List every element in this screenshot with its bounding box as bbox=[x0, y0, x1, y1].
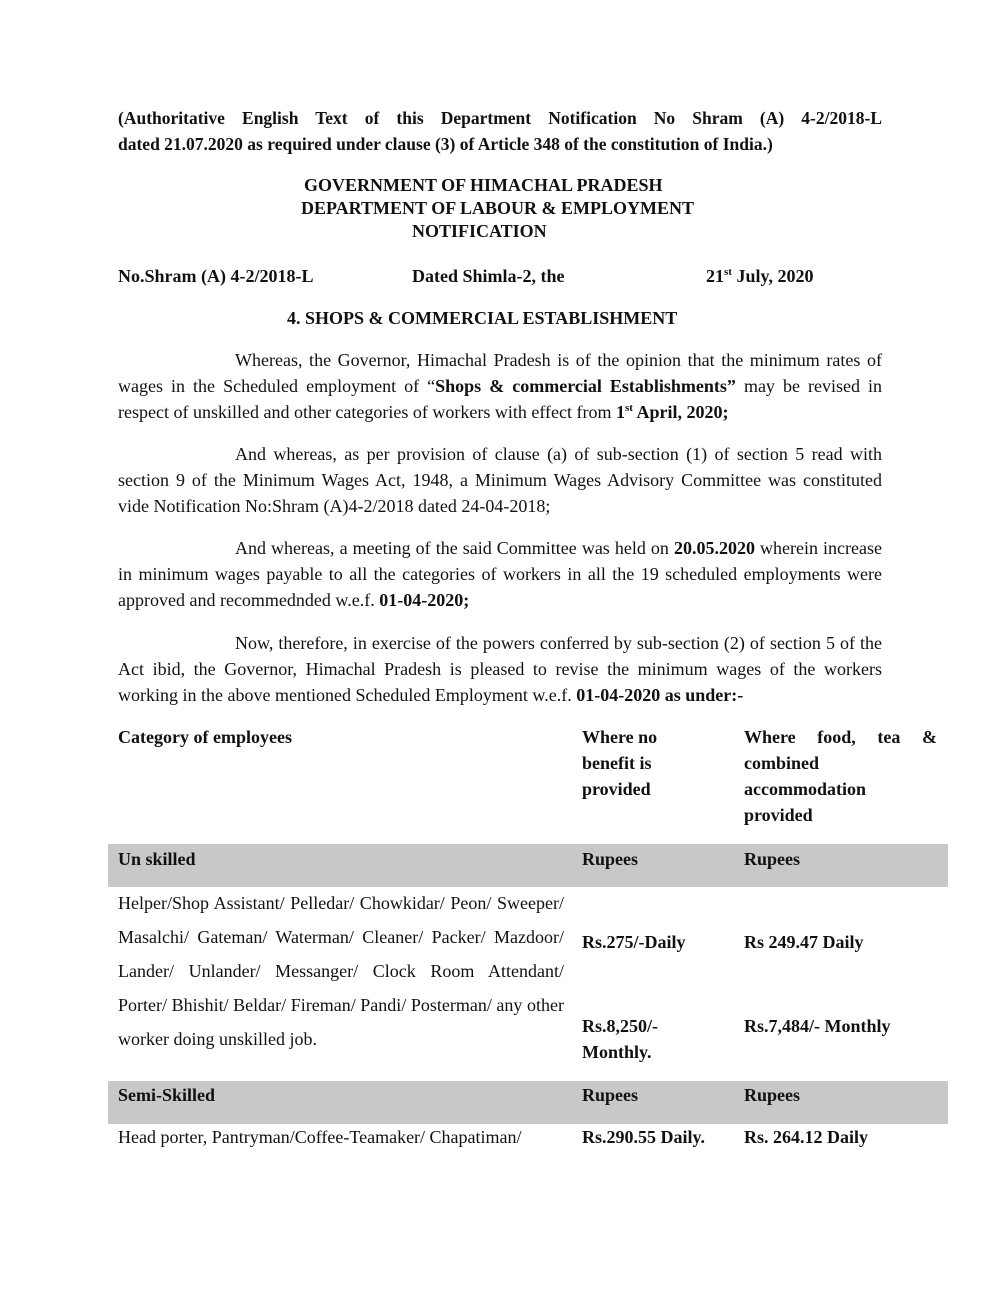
paragraph-and-whereas-1: And whereas, as per provision of clause (a) of sub-section (1) of section 5 read with section 9 of the Minimum Wages Act, 1948, a Minimum Wages Advisory Committee was constituted vide Notification No:Shram (A)4-2/2018 dated 24-04-2018; bbox=[118, 444, 882, 516]
unskilled-daily-food: Rs 249.47 Daily bbox=[744, 932, 864, 952]
notification-number: No.Shram (A) 4-2/2018-L bbox=[118, 266, 314, 286]
intro-line-1: (Authoritative English Text of this Department Notification No Shram (A) 4-2/2018-L bbox=[118, 108, 882, 128]
semiskilled-daily-no-benefit: Rs.290.55 Daily. bbox=[582, 1127, 706, 1147]
header-no-benefit: Where no benefit is provided bbox=[582, 727, 658, 799]
header-food-accommodation: Where food, tea & combined accommodation provided bbox=[744, 727, 937, 825]
unskilled-daily-no-benefit: Rs.275/-Daily bbox=[582, 932, 686, 952]
header-category: Category of employees bbox=[118, 727, 292, 747]
unskilled-band bbox=[108, 844, 948, 887]
unskilled-monthly-food: Rs.7,484/- Monthly bbox=[744, 1016, 891, 1036]
semiskilled-description: Head porter, Pantryman/Coffee-Teamaker/ Chapatiman/ bbox=[118, 1127, 522, 1147]
intro-line-2: dated 21.07.2020 as required under clause (3) of Article 348 of the constitution of India.) bbox=[118, 134, 773, 154]
paragraph-whereas: Whereas, the Governor, Himachal Pradesh is of the opinion that the minimum rates of wages in the Scheduled employment of “Shops & commercial Establishments” may be revised in respect of unskilled and other categories of workers with effect from 1st April, 2020; bbox=[118, 350, 882, 422]
notification-heading: NOTIFICATION bbox=[412, 221, 547, 241]
unskilled-col1-unit: Rupees bbox=[582, 849, 639, 869]
semiskilled-label: Semi-Skilled bbox=[118, 1085, 216, 1105]
department-heading: DEPARTMENT OF LABOUR & EMPLOYMENT bbox=[301, 198, 695, 218]
unskilled-monthly-no-benefit: Rs.8,250/- Monthly. bbox=[582, 1016, 658, 1062]
dated-place: Dated Shimla-2, the bbox=[412, 266, 565, 286]
notification-date: 21st July, 2020 bbox=[706, 266, 814, 286]
section-title: 4. SHOPS & COMMERCIAL ESTABLISHMENT bbox=[287, 308, 678, 328]
unskilled-label: Un skilled bbox=[118, 849, 196, 869]
semiskilled-col1-unit: Rupees bbox=[582, 1085, 639, 1105]
government-heading: GOVERNMENT OF HIMACHAL PRADESH bbox=[304, 175, 663, 195]
semiskilled-band bbox=[108, 1081, 948, 1124]
unskilled-description: Helper/Shop Assistant/ Pelledar/ Chowkidar/ Peon/ Sweeper/ Masalchi/ Gateman/ Waterman/ Cleaner/ Packer/ Mazdoor/ Lander/ Unlander/ Messanger/ Clock Room Attendant/ Porter/ Bhishit/ Beldar/ Fireman/ Pandi/ Posterman/ any other worker doing unskilled job. bbox=[118, 893, 564, 1049]
semiskilled-daily-food: Rs. 264.12 Daily bbox=[744, 1127, 869, 1147]
paragraph-now-therefore: Now, therefore, in exercise of the powers conferred by sub-section (2) of section 5 of the Act ibid, the Governor, Himachal Pradesh is pleased to revise the minimum wages of the workers working in the above mentioned Scheduled Employment w.e.f. 01-04-2020 as under:- bbox=[118, 633, 882, 705]
paragraph-and-whereas-2: And whereas, a meeting of the said Committee was held on 20.05.2020 wherein increase in minimum wages payable to all the categories of workers in all the 19 scheduled employments were approved and recommednded w.e.f. 01-04-2020; bbox=[118, 538, 883, 610]
unskilled-col2-unit: Rupees bbox=[744, 849, 801, 869]
semiskilled-col2-unit: Rupees bbox=[744, 1085, 801, 1105]
